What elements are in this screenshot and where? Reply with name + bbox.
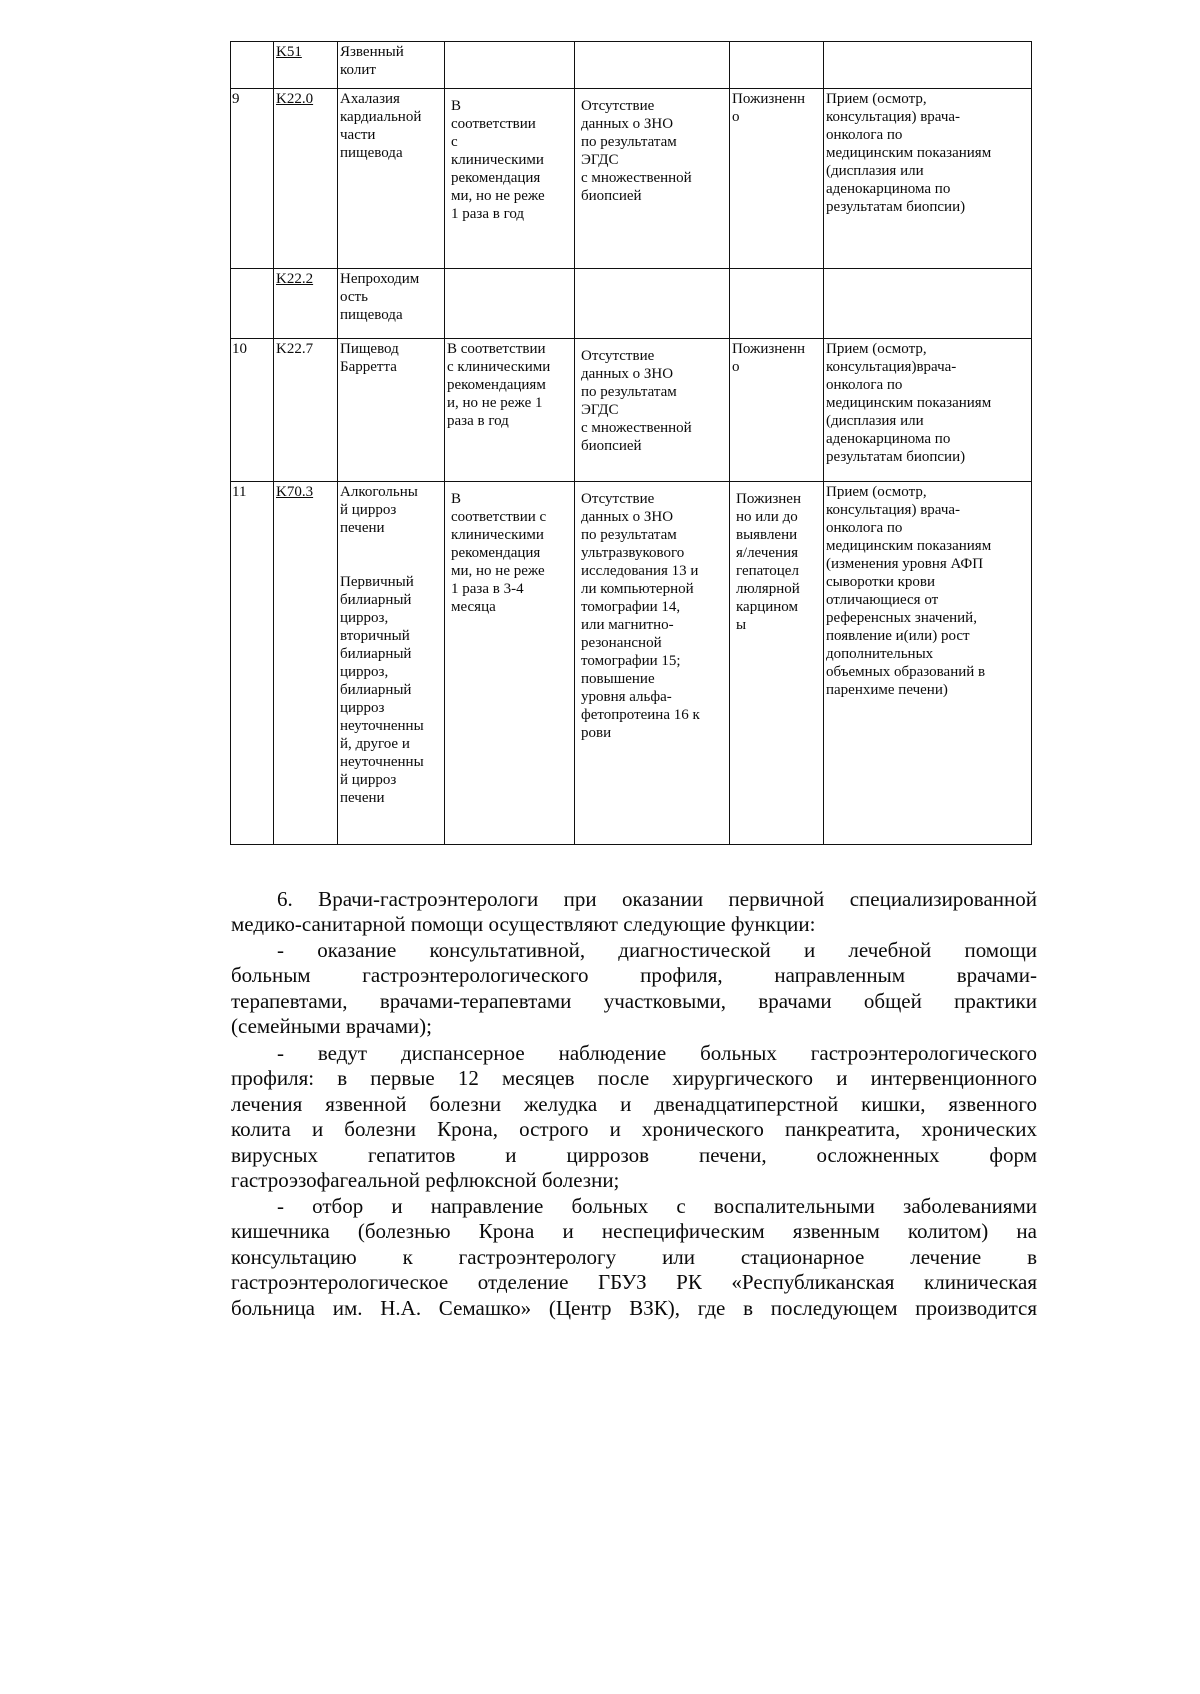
text-line: лечения язвенной болезни желудка и двенадцатиперстной кишки, язвенного <box>231 1091 1037 1116</box>
duration-cell <box>730 42 824 89</box>
text-line: кишечника (болезнью Крона и неспецифическим язвенным колитом) на <box>231 1219 1037 1244</box>
diagnosis-cell: Ахалазия кардиальной части пищевода <box>338 89 445 269</box>
text-line: консультацию к гастроэнтерологу или стационарное лечение в <box>231 1244 1037 1269</box>
action-cell <box>824 42 1032 89</box>
duration-cell <box>730 269 824 339</box>
frequency-cell: В соответствии с клиническими рекомендация ми, но не реже 1 раза в год <box>445 89 575 269</box>
action-cell: Прием (осмотр, консультация)врача- онколога по медицинским показаниям (дисплазия или аденокарцинома по результатам биопсии) <box>824 339 1032 482</box>
row-number: 11 <box>231 482 274 845</box>
row-number: 10 <box>231 339 274 482</box>
text-line: терапевтами, врачами-терапевтами участковыми, врачами общей практики <box>231 988 1037 1013</box>
duration-cell: Пожизнен но или до выявлени я/лечения гепатоцел люлярной карцином ы <box>730 482 824 845</box>
table-row <box>231 269 1032 339</box>
list-item-referral <box>231 1194 1037 1321</box>
list-item-consulting <box>231 938 1037 1040</box>
table-row <box>231 42 1032 89</box>
icd-code: K22.7 <box>274 339 338 482</box>
table-row <box>231 89 1032 269</box>
text-line: гастроэнтерологическое отделение ГБУЗ РК «Республиканская клиническая <box>231 1270 1037 1295</box>
text-line: 6. Врачи-гастроэнтерологи при оказании первичной специализированной <box>277 887 1037 911</box>
diagnosis-cell <box>338 482 445 845</box>
text-line: профиля: в первые 12 месяцев после хирургического и интервенционного <box>231 1066 1037 1091</box>
text-line: - ведут диспансерное наблюдение больных гастроэнтерологического <box>277 1041 1037 1065</box>
row-number: 9 <box>231 89 274 269</box>
table-row <box>231 482 1032 845</box>
criteria-cell <box>575 269 730 339</box>
text-line: гастроэзофагеальной рефлюксной болезни; <box>231 1168 620 1193</box>
table-row <box>231 339 1032 482</box>
action-cell: Прием (осмотр, консультация) врача- онколога по медицинским показаниям (изменения уровня АФП сыворотки крови отличающиеся от референсных значений, появление и(или) рост дополнительных объемных образований в паренхиме печени) <box>824 482 1032 845</box>
action-cell <box>824 269 1032 339</box>
criteria-cell: Отсутствие данных о ЗНО по результатам ЭГДС с множественной биопсией <box>575 89 730 269</box>
diagnosis-cell: Язвенный колит <box>338 42 445 89</box>
frequency-cell: В соответствии с клиническими рекомендациям и, но не реже 1 раза в год <box>445 339 575 482</box>
criteria-cell: Отсутствие данных о ЗНО по результатам ультразвукового исследования 13 и ли компьютерной томографии 14, или магнитно- резонансной томографии 15; повышение уровня альфа- фетопротеина 16 к рови <box>575 482 730 845</box>
action-cell: Прием (осмотр, консультация) врача- онколога по медицинским показаниям (дисплазия или аденокарцинома по результатам биопсии) <box>824 89 1032 269</box>
text-line: - отбор и направление больных с воспалительными заболеваниями <box>277 1194 1037 1218</box>
text-line: (семейными врачами); <box>231 1014 432 1039</box>
paragraph-6 <box>231 887 1037 938</box>
list-item-dispensary <box>231 1041 1037 1193</box>
frequency-cell: В соответствии с клиническими рекомендация ми, но не реже 1 раза в 3-4 месяца <box>445 482 575 845</box>
duration-cell: Пожизненн о <box>730 339 824 482</box>
dispensary-table <box>230 41 1032 845</box>
frequency-cell <box>445 269 575 339</box>
text-line: медико-санитарной помощи осуществляют следующие функции: <box>231 912 816 937</box>
diagnosis-primary: Алкогольны й цирроз печени <box>340 484 418 536</box>
frequency-cell <box>445 42 575 89</box>
row-number <box>231 269 274 339</box>
diagnosis-secondary: Первичный билиарный цирроз, вторичный билиарный цирроз, билиарный цирроз неуточненны й, другое и неуточненны й цирроз печени <box>340 574 424 806</box>
text-line: колита и болезни Крона, острого и хронического панкреатита, хронических <box>231 1117 1037 1142</box>
text-line: - оказание консультативной, диагностической и лечебной помощи <box>277 938 1037 962</box>
criteria-cell <box>575 42 730 89</box>
text-line: больница им. Н.А. Семашко» (Центр ВЗК), где в последующем производится <box>231 1295 1037 1320</box>
criteria-cell: Отсутствие данных о ЗНО по результатам ЭГДС с множественной биопсией <box>575 339 730 482</box>
text-line: больным гастроэнтерологического профиля, направленным врачами- <box>231 963 1037 988</box>
diagnosis-cell: Пищевод Барретта <box>338 339 445 482</box>
duration-cell: Пожизненн о <box>730 89 824 269</box>
icd-code: K51 <box>274 42 338 89</box>
icd-code: K22.2 <box>274 269 338 339</box>
icd-code: K70.3 <box>274 482 338 845</box>
diagnosis-cell: Непроходим ость пищевода <box>338 269 445 339</box>
row-number <box>231 42 274 89</box>
text-line: вирусных гепатитов и циррозов печени, осложненных форм <box>231 1142 1037 1167</box>
icd-code: K22.0 <box>274 89 338 269</box>
